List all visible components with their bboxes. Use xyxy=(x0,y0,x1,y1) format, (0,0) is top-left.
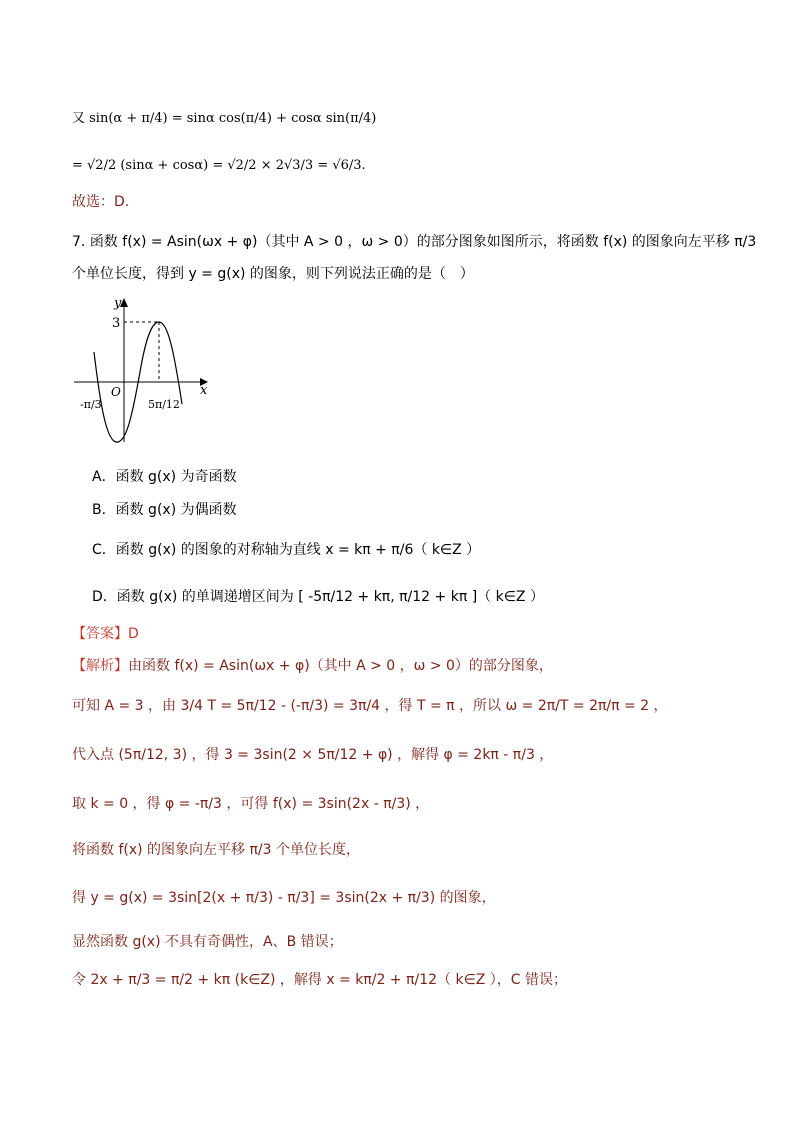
origin-label: O xyxy=(111,385,121,399)
option-b-text: 函数 g(x) 为偶函数 xyxy=(115,502,237,518)
x-axis-label: x xyxy=(200,383,208,398)
intro-value-expr: = √2/2 (sinα + cosα) = √2/2 × 2√3/3 = √6/3. xyxy=(72,158,366,173)
option-a-text: 函数 g(x) 为奇函数 xyxy=(115,469,237,485)
intro-value-line xyxy=(72,155,366,176)
sine-graph-figure xyxy=(70,292,220,452)
answer-value: D xyxy=(128,626,139,642)
option-a[interactable] xyxy=(92,466,237,486)
option-c[interactable] xyxy=(92,539,480,559)
analysis-line-7: 显然函数 g(x) 不具有奇偶性，A、B 错误； xyxy=(72,934,343,950)
left-tick-label: -π/3 xyxy=(80,398,102,411)
question-stem-line2: 个单位长度，得到 y = g(x) 的图象，则下列说法正确的是（ ） xyxy=(72,266,474,282)
analysis-line-1 xyxy=(72,656,553,676)
analysis-label: 【解析】 xyxy=(72,658,128,674)
intro-identity-line xyxy=(72,108,376,129)
y-axis-label: y xyxy=(114,296,122,311)
analysis-line-5: 将函数 f(x) 的图象向左平移 π/3 个单位长度， xyxy=(72,842,360,858)
option-d-letter: D． xyxy=(92,589,117,605)
analysis-line-8: 令 2x + π/3 = π/2 + kπ (k∈Z) ，解得 x = kπ/2 + π/12（ k∈Z ），C 错误； xyxy=(72,972,568,988)
answer-line xyxy=(72,624,139,644)
max-value-label: 3 xyxy=(112,316,121,331)
answer-label: 【答案】 xyxy=(72,626,128,642)
right-tick-label: 5π/12 xyxy=(148,398,180,411)
question-stem-line1 xyxy=(72,232,756,252)
question-number: 7. xyxy=(72,234,86,250)
intro-identity-expr: 又 sin(α + π/4) = sinα cos(π/4) + cosα sin(π/4) xyxy=(72,111,377,126)
analysis-line-4: 取 k = 0 ，得 φ = -π/3 ，可得 f(x) = 3sin(2x - π/3) ， xyxy=(72,796,430,812)
option-d-text: 函数 g(x) 的单调递增区间为 [ -5π/12 + kπ, π/12 + kπ ]（ k∈Z ） xyxy=(116,589,544,605)
analysis-line-2: 可知 A = 3 ，由 3/4 T = 5π/12 - (-π/3) = 3π/4 ，得 T = π ，所以 ω = 2π/T = 2π/π = 2 ， xyxy=(72,698,668,714)
analysis-line-6: 得 y = g(x) = 3sin[2(x + π/3) - π/3] = 3sin(2x + π/3) 的图象， xyxy=(72,890,496,906)
intro-choice: 故选：D. xyxy=(72,194,130,210)
question-stem-part1: 函数 f(x) = Asin(ωx + φ)（其中 A > 0 ，ω > 0）的部分图象如图所示，将函数 f(x) 的图象向左平移 π/3 xyxy=(89,234,757,250)
option-c-letter: C． xyxy=(92,542,116,558)
option-b[interactable] xyxy=(92,499,237,519)
analysis-text-1: 由函数 f(x) = Asin(ωx + φ)（其中 A > 0 ，ω > 0）的部分图象， xyxy=(128,658,553,674)
option-c-text: 函数 g(x) 的图象的对称轴为直线 x = kπ + π/6（ k∈Z ） xyxy=(115,542,481,558)
analysis-line-3: 代入点 (5π/12, 3) ，得 3 = 3sin(2 × 5π/12 + φ) ，解得 φ = 2kπ - π/3 ， xyxy=(72,747,554,763)
option-a-letter: A． xyxy=(92,469,116,485)
option-d[interactable] xyxy=(92,586,544,606)
option-b-letter: B． xyxy=(92,502,116,518)
